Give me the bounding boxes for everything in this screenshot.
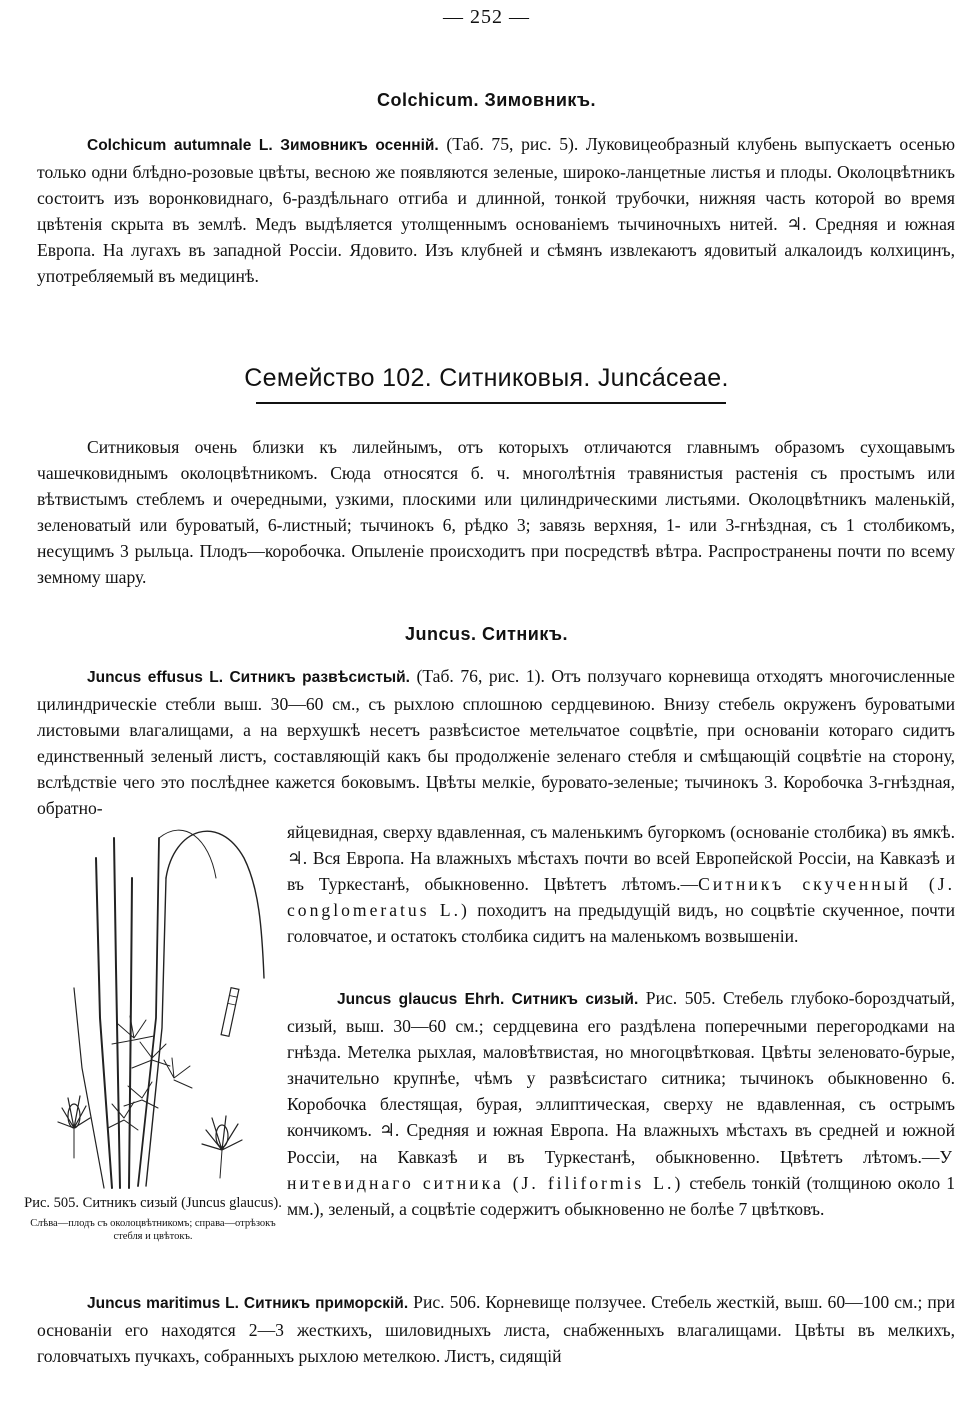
glaucus-text-b: стебель тонкій (толщиною около 1 мм.), зеленый, а соцвѣтіе содержитъ обыкновенно не болѣе 7 цвѣтковъ. bbox=[287, 1172, 955, 1219]
juncus-glaucus-illustration bbox=[34, 818, 278, 1198]
plant-drawing bbox=[34, 818, 278, 1198]
effusus-text-side-a: яйцевидная, сверху вдавленная, съ маленькимъ бугоркомъ (основаніе столбика) въ ямкѣ. ♃. Вся Европа. На влажныхъ мѣстахъ почти во всей Европейской Россіи, на Кавказѣ и въ Туркестанѣ, обыкновенно. Цвѣтетъ лѣтомъ.— bbox=[287, 822, 955, 895]
glaucus-species-name: Juncus glaucus Ehrh. Ситникъ сизый. bbox=[337, 991, 639, 1008]
filiformis-name: У нитевиднаго ситника (J. filiformis L.) bbox=[287, 1146, 955, 1193]
maritimus-text: Рис. 506. Корневище ползучее. Стебель жесткій, выш. 60—100 см.; при основаніи его находятся 2—3 жесткихъ, шиловидныхъ листа, снабженныхъ влагалищами. Цвѣты въ мелкихъ, головчатыхъ пучкахъ, собранныхъ рыхлою метелкою. Листъ, сидящій bbox=[37, 1292, 956, 1367]
juncus-heading: Juncus. Ситникъ. bbox=[405, 624, 568, 644]
effusus-text-top: (Таб. 76, рис. 1). Отъ ползучаго корневища отходятъ многочисленные цилиндрическіе стебли выш. 30—60 см., съ рыхлою сплошною сердцевиною. Внизу стебель окруженъ буроватыми листовыми влагалищами, а на верхушкѣ несетъ развѣсистое метельчатое соцвѣтіе, при основаніи котораго сидитъ единственный зеленый листъ, составляющій какъ бы продолженіе зеленаго стебля и смѣщающій соцвѣтіе на сторону, вслѣдствіе чего это послѣднее кажется боковымъ. Цвѣты мелкіе, буровато-зеленые; тычинокъ 3. Коробочка 3-гнѣздная, обратно- bbox=[37, 666, 955, 819]
colchicum-heading: Colchicum. Зимовникъ. bbox=[376, 90, 597, 110]
colchicum-species-name: Colchicum autumnale L. Зимовникъ осенній. bbox=[87, 137, 439, 154]
page-number: — 252 — bbox=[443, 6, 530, 28]
effusus-species-name: Juncus effusus L. Ситникъ развѣсистый. bbox=[87, 669, 410, 686]
figure-caption-note: Слѣва—плодъ съ околоцвѣтникомъ; справа—отрѣзокъ стебля и цвѣтокъ. bbox=[30, 1218, 276, 1242]
glaucus-paragraph bbox=[287, 985, 955, 1222]
figure-caption-title: Рис. 505. Ситникъ сизый (Juncus glaucus). bbox=[24, 1195, 282, 1211]
family-description: Ситниковыя очень близки къ лилейнымъ, отъ которыхъ отличаются главнымъ образомъ сухощавымъ чашечковиднымъ околоцвѣтникомъ. Сюда относятся б. ч. многолѣтнія травянистыя растенія съ простымъ или вѣтвистымъ стеблемъ и очередными, узкими, плоскими или цилиндрическими листьями. Околоцвѣтникъ маленькій, зеленоватый или буроватый, 6-листный; тычинокъ 6, рѣдко 3; завязь верхняя, 1- или 3-гнѣздная, съ 1 столбикомъ, несущимъ 3 рыльца. Плодъ—коробочка. Опыленіе происходитъ при посредствѣ вѣтра. Распространены почти по всему земному шару. bbox=[37, 437, 955, 588]
effusus-paragraph-top bbox=[37, 663, 955, 822]
glaucus-text-a: Рис. 505. Стебель глубоко-бороздчатый, сизый, выш. 30—60 см.; сердцевина его раздѣлена поперечными перегородками на гнѣзда. Метелка рыхлая, маловѣтвистая, но многоцвѣтковая. Цвѣты зеленовато-бурые, значительно крупнѣе, чѣмъ у развѣсистаго ситника; тычинокъ обыкновенно 6. Коробочка блестящая, бурая, эллиптическая, сверху не вдавленная, съ острымъ кончикомъ. ♃. Средняя и южная Европа. На влажныхъ мѣстахъ въ средней и южной Россіи, на Кавказѣ и въ Туркестанѣ, обыкновенно. Цвѣтетъ лѣтомъ.— bbox=[287, 988, 955, 1167]
effusus-paragraph-side bbox=[287, 819, 955, 949]
figure-caption bbox=[22, 1195, 284, 1243]
conglomeratus-name: Ситникъ скученный (J. conglomeratus L.) bbox=[287, 874, 955, 921]
colchicum-paragraph bbox=[37, 131, 955, 290]
effusus-text-side-b: походитъ на предыдущій видъ, но соцвѣтіе скученное, почти головчатое, и остатокъ столбика сидитъ на маленькомъ возвышеніи. bbox=[287, 900, 955, 947]
maritimus-species-name: Juncus maritimus L. Ситникъ приморскій. bbox=[87, 1295, 409, 1312]
family-title-underline bbox=[256, 402, 726, 404]
maritimus-paragraph bbox=[37, 1289, 955, 1369]
family-title: Семейство 102. Ситниковыя. Juncáceae. bbox=[244, 364, 729, 392]
colchicum-text: (Таб. 75, рис. 5). Луковицеобразный клубень выпускаетъ осенью только одни блѣдно-розовые цвѣты, весною же появляются зеленые, широко-ланцетные листья и плоды. Околоцвѣтникъ состоитъ изъ воронковиднаго, 6-раздѣльнаго отгиба и длинной, тонкой трубочки, нижняя часть которой во время цвѣтенія скрыта въ землѣ. Медъ выдѣляется утолщеннымъ основаніемъ тычиночныхъ нитей. ♃. Средняя и южная Европа. На лугахъ въ западной Россіи. Ядовито. Изъ клубней и сѣмянъ извлекаютъ ядовитый алкалоидъ колхицинъ, употребляемый въ медицинѣ. bbox=[37, 134, 955, 287]
